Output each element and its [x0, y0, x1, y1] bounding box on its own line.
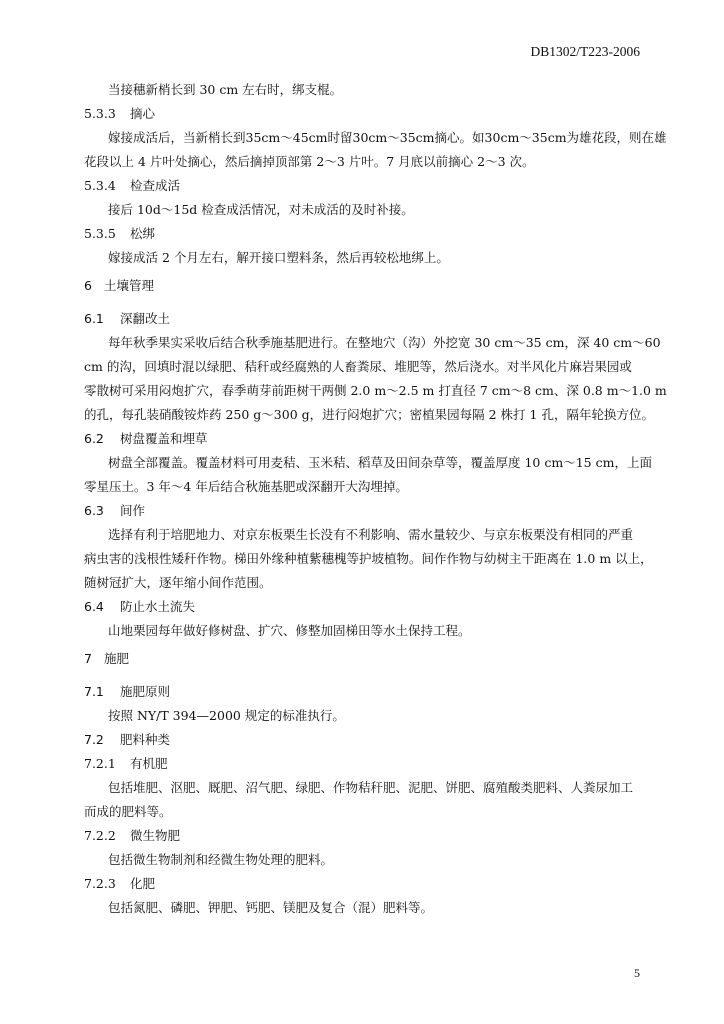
- section-number: 7.2.2: [84, 828, 116, 843]
- section-title: 土壤管理: [104, 278, 155, 293]
- paragraph: 包括微生物制剂和经微生物处理的肥料。: [108, 852, 334, 867]
- section-7-2-3: [84, 872, 644, 896]
- section-title: 微生物肥: [130, 828, 181, 843]
- section-title: 摘心: [130, 106, 156, 121]
- section-title: 有机肥: [130, 756, 168, 771]
- section-number: 6.4: [84, 599, 104, 614]
- paragraph: 而成的肥料等。: [84, 804, 172, 819]
- paragraph: 树盘全部覆盖。覆盖材料可用麦秸、玉米秸、稻草及田间杂草等，覆盖厚度 10 cm～15 cm，上面: [108, 455, 652, 470]
- section-number: 6.3: [84, 503, 104, 518]
- section-7-1: [84, 680, 644, 704]
- section-6-2: [84, 427, 644, 451]
- section-title: 检查成活: [130, 178, 181, 193]
- section-title: 间作: [120, 503, 146, 518]
- paragraph: 按照 NY/T 394—2000 规定的标准执行。: [108, 708, 345, 723]
- section-number: 6: [84, 278, 92, 293]
- paragraph: 零散树可采用闷炮扩穴，春季萌芽前距树干两侧 2.0 m～2.5 m 打直径 7 cm～8 cm、深 0.8 m～1.0 m: [84, 383, 667, 398]
- paragraph: 嫁接成活后，当新梢长到35cm～45cm时留30cm～35cm摘心。如30cm～35cm为雄花段，则在雄: [108, 130, 667, 145]
- chapter-6-heading: [84, 274, 644, 298]
- section-6-3: [84, 499, 644, 523]
- section-number: 7.2.3: [84, 876, 116, 891]
- section-number: 5.3.4: [84, 178, 116, 193]
- section-7-2: [84, 728, 644, 752]
- paragraph: 包括氮肥、磷肥、钾肥、钙肥、镁肥及复合（混）肥料等。: [108, 900, 434, 915]
- paragraph: 当接穗新梢长到 30 cm 左右时，绑支棍。: [108, 82, 343, 97]
- section-number: 7: [84, 651, 92, 666]
- paragraph: 选择有利于培肥地力、对京东板栗生长没有不利影响、需水量较少、与京东板栗没有相同的严重: [108, 527, 634, 542]
- paragraph: 随树冠扩大，逐年缩小间作范围。: [84, 575, 272, 590]
- section-title: 松绑: [130, 226, 156, 241]
- section-6-1: [84, 307, 644, 331]
- section-number: 7.2.1: [84, 756, 116, 771]
- paragraph: 的孔，每孔装硝酸铵炸药 250 g～300 g，进行闷炮扩穴；密植果园每隔 2 株打 1 孔，隔年轮换方位。: [84, 407, 654, 422]
- section-title: 深翻改土: [120, 311, 171, 326]
- section-6-4: [84, 595, 644, 619]
- paragraph: 接后 10d～15d 检查成活情况，对未成活的及时补接。: [108, 202, 414, 217]
- paragraph: cm 的沟，回填时混以绿肥、秸秆或经腐熟的人畜粪尿、堆肥等，然后浇水。对半风化片麻岩果园或: [84, 359, 632, 374]
- document-body: [84, 78, 667, 920]
- paragraph: 零星压土。3 年～4 年后结合秋施基肥或深翻开大沟埋掉。: [84, 479, 408, 494]
- section-number: 6.2: [84, 431, 104, 446]
- section-5-3-4: [84, 174, 644, 198]
- section-title: 施肥原则: [120, 684, 171, 699]
- section-5-3-3: [84, 102, 644, 126]
- paragraph: 山地栗园每年做好修树盘、扩穴、修整加固梯田等水土保持工程。: [108, 623, 471, 638]
- section-number: 5.3.5: [84, 226, 116, 241]
- section-7-2-1: [84, 752, 644, 776]
- section-5-3-5: [84, 222, 644, 246]
- section-title: 化肥: [130, 876, 156, 891]
- section-title: 防止水土流失: [120, 599, 196, 614]
- section-7-2-2: [84, 824, 644, 848]
- paragraph: 花段以上 4 片叶处摘心，然后摘掉顶部第 2～3 片叶。7 月底以前摘心 2～3 次。: [84, 154, 535, 169]
- chapter-7-heading: [84, 647, 644, 671]
- paragraph: 病虫害的浅根性矮秆作物。梯田外缘种植紫穗槐等护坡植物。间作作物与幼树主干距离在 1.0 m 以上，: [84, 551, 653, 566]
- document-code: DB1302/T223-2006: [530, 44, 640, 59]
- section-title: 肥料种类: [120, 732, 171, 747]
- section-number: 7.2: [84, 732, 104, 747]
- section-number: 7.1: [84, 684, 104, 699]
- section-title: 施肥: [104, 651, 130, 666]
- paragraph: 每年秋季果实采收后结合秋季施基肥进行。在整地穴（沟）外挖宽 30 cm～35 cm，深 40 cm～60: [108, 335, 661, 350]
- section-number: 5.3.3: [84, 106, 116, 121]
- page-number: 5: [634, 966, 640, 980]
- section-title: 树盘覆盖和埋草: [120, 431, 208, 446]
- paragraph: 包括堆肥、沤肥、厩肥、沼气肥、绿肥、作物秸秆肥、泥肥、饼肥、腐殖酸类肥料、人粪尿加工: [108, 780, 634, 795]
- section-number: 6.1: [84, 311, 104, 326]
- paragraph: 嫁接成活 2 个月左右，解开接口塑料条，然后再较松地绑上。: [108, 250, 449, 265]
